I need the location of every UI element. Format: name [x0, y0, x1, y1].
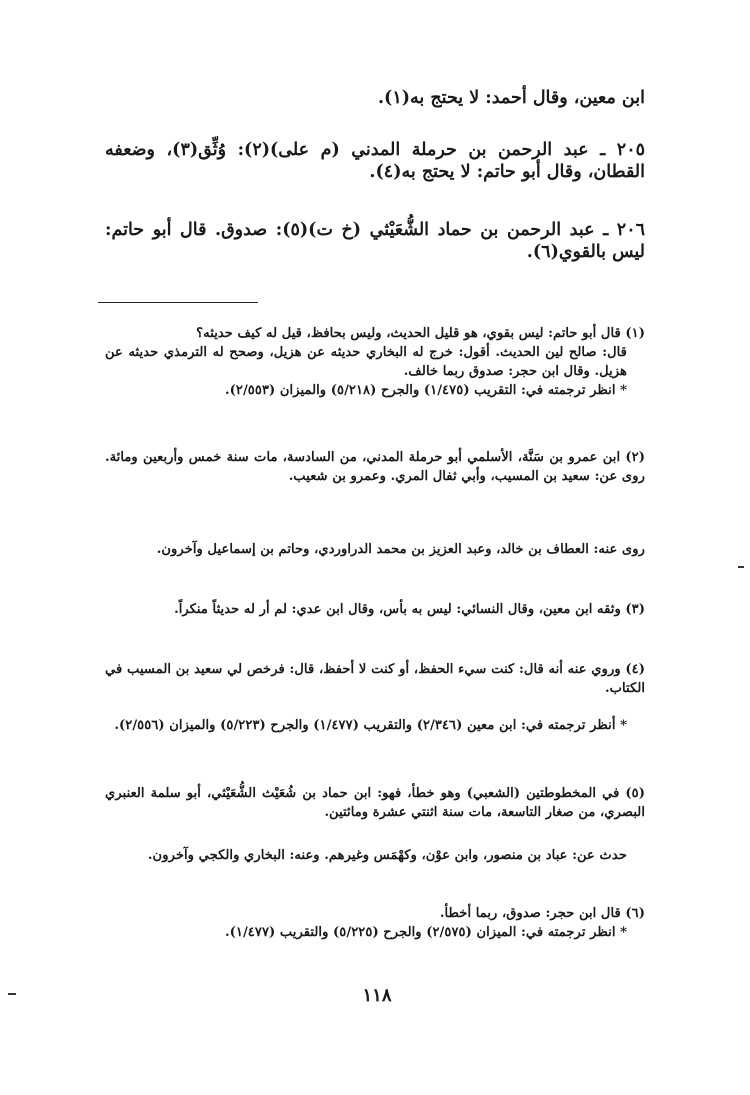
footnote-4-line: (٤) وروي عنه أنه قال: كنت سيء الحفظ، أو كنت لا أحفظ، قال: فرخص لي سعيد بن المسيب في الكتاب. [105, 662, 645, 697]
entry-206-text: ٢٠٦ ـ عبد الرحمن بن حماد الشُّعَيْثي (خ ت)(٥): صدوق. قال أبو حاتم: ليس بالقوي(٦). [105, 220, 645, 262]
footnote-6-references: * انظر ترجمته في: الميزان (٢/٥٧٥) والجرح (٥/٢٢٥) والتقريب (١/٤٧٧). [225, 925, 627, 941]
scan-speck [8, 993, 16, 995]
footnote-5-narrators [105, 846, 645, 865]
main-line-1: ابن معين، وقال أحمد: لا يحتج به(١). [377, 88, 645, 108]
footnote-1-continuation: قال: صالح لين الحديث. أقول: خرج له البخاري حديثه عن هزيل، وصحح له الترمذي حديثه عن هزيل. وقال ابن حجر: صدوق ربما خالف. [105, 345, 627, 380]
footnote-5 [105, 784, 645, 822]
main-text-continuation [105, 88, 645, 110]
footnote-2 [105, 448, 645, 486]
footnote-4 [105, 660, 645, 698]
page-number: ١١٨ [362, 985, 392, 1006]
entry-205 [105, 140, 645, 184]
footnote-5-line: (٥) في المخطوطتين (الشعبي) وهو خطأ، فهو: ابن حماد بن شُعَيْث الشُّعَيْثي، أبو سلمة العنبري البصري، من صغار التاسعة، مات سنة اثنتي عشرة ومائتين. [105, 786, 645, 821]
footnote-2-narrators [105, 540, 645, 559]
footnote-4-references-line: * أنظر ترجمته في: ابن معين (٢/٣٤٦) والتقريب (١/٤٧٧) والجرح (٥/٢٢٣) والميزان (٢/٥٥٦). [114, 718, 627, 733]
footnote-2-line: (٢) ابن عمرو بن سَنَّة، الأسلمي أبو حرملة المدني، من السادسة، مات سنة خمس وأربعين ومائة. روى عن: سعيد بن المسيب، وأبي ثفال المري. وعمرو بن شعيب. [105, 450, 645, 485]
footnote-2-narrators-line: روى عنه: العطاف بن خالد، وعبد العزيز بن محمد الدراوردي، وحاتم بن إسماعيل وآخرون. [156, 542, 645, 557]
footnote-5-narrators-line: حدث عن: عباد بن منصور، وابن عوْن، وكهْمَس وغيرهم. وعنه: البخاري والكجي وآخرون. [147, 848, 627, 863]
entry-205-text: ٢٠٥ ـ عبد الرحمن بن حرملة المدني (م على)(٢): وُثِّق(٣)، وضعفه القطان، وقال أبو حاتم: لا يحتج به(٤). [105, 140, 645, 182]
footnote-6 [105, 904, 645, 942]
entry-206 [105, 220, 645, 264]
footnote-4-references [105, 716, 645, 735]
footnote-3 [105, 600, 645, 619]
scan-speck [738, 566, 744, 568]
footnote-1-references: * انظر ترجمته في: التقريب (١/٤٧٥) والجرح (٥/٢١٨) والميزان (٢/٥٥٣). [225, 383, 627, 399]
footnote-6-line: (٦) قال ابن حجر: صدوق، ربما أخطأ. [439, 906, 645, 921]
footnote-1 [105, 324, 645, 401]
footnote-3-line: (٣) وثقه ابن معين، وقال النسائي: ليس به بأس، وقال ابن عدي: لم أر له حديثاً منكراً. [174, 602, 645, 617]
footnote-separator [98, 302, 258, 303]
footnote-1-line: (١) قال أبو حاتم: ليس بقوي، هو قليل الحديث، وليس بحافظ، قيل له كيف حديثه؟ [196, 326, 645, 341]
